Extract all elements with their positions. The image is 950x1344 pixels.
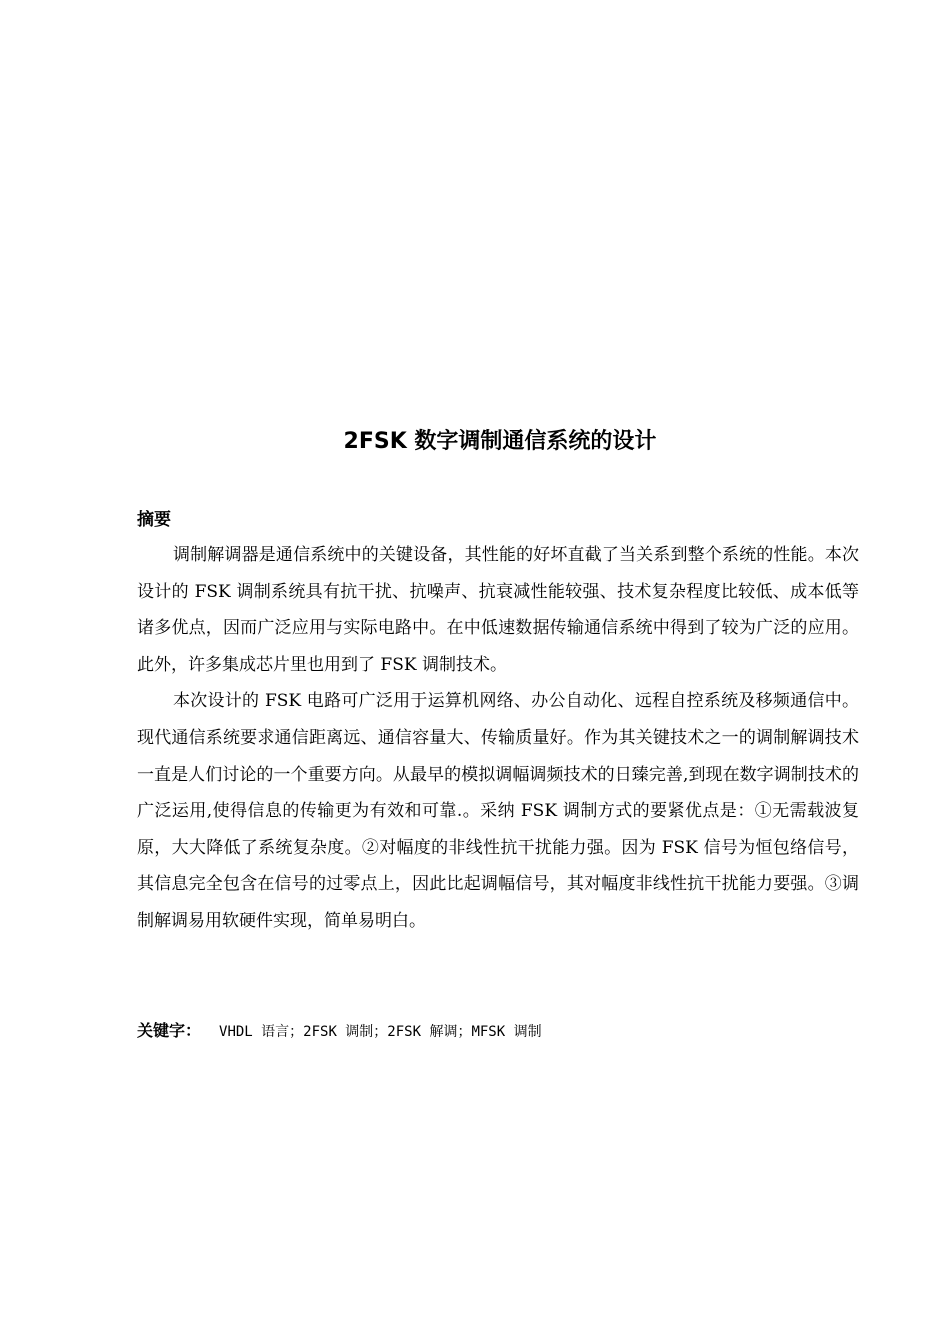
abstract-body <box>137 537 859 940</box>
keywords-line <box>137 1018 542 1045</box>
abstract-paragraph: 调制解调器是通信系统中的关键设备，其性能的好坏直截了当关系到整个系统的性能。本次设计的 FSK 调制系统具有抗干扰、抗噪声、抗衰减性能较强、技术复杂程度比较低、成本低等诸多优点，因而广泛应用与实际电路中。在中低速数据传输通信系统中得到了较为广泛的应用。此外，许多集成芯片里也用到了 FSK 调制技术。 <box>137 545 859 675</box>
abstract-heading: 摘要 <box>137 510 171 530</box>
abstract-paragraph: 本次设计的 FSK 电路可广泛用于运算机网络、办公自动化、远程自控系统及移频通信中。现代通信系统要求通信距离远、通信容量大、传输质量好。作为其关键技术之一的调制解调技术一直是人们讨论的一个重要方向。从最早的模拟调幅调频技术的日臻完善,到现在数字调制技术的广泛运用,使得信息的传输更为有效和可靠.。采纳 FSK 调制方式的要紧优点是：①无需载波复原，大大降低了系统复杂度。②对幅度的非线性抗干扰能力强。因为 FSK 信号为恒包络信号，其信息完全包含在信号的过零点上，因此比起调幅信号，其对幅度非线性抗干扰能力要强。③调制解调易用软硬件实现，简单易明白。 <box>137 691 859 931</box>
keywords-list: VHDL 语言；2FSK 调制；2FSK 解调；MFSK 调制 <box>219 1024 542 1040</box>
page-title: 2FSK 数字调制通信系统的设计 <box>343 429 657 454</box>
keywords-label: 关键字： <box>137 1021 202 1040</box>
